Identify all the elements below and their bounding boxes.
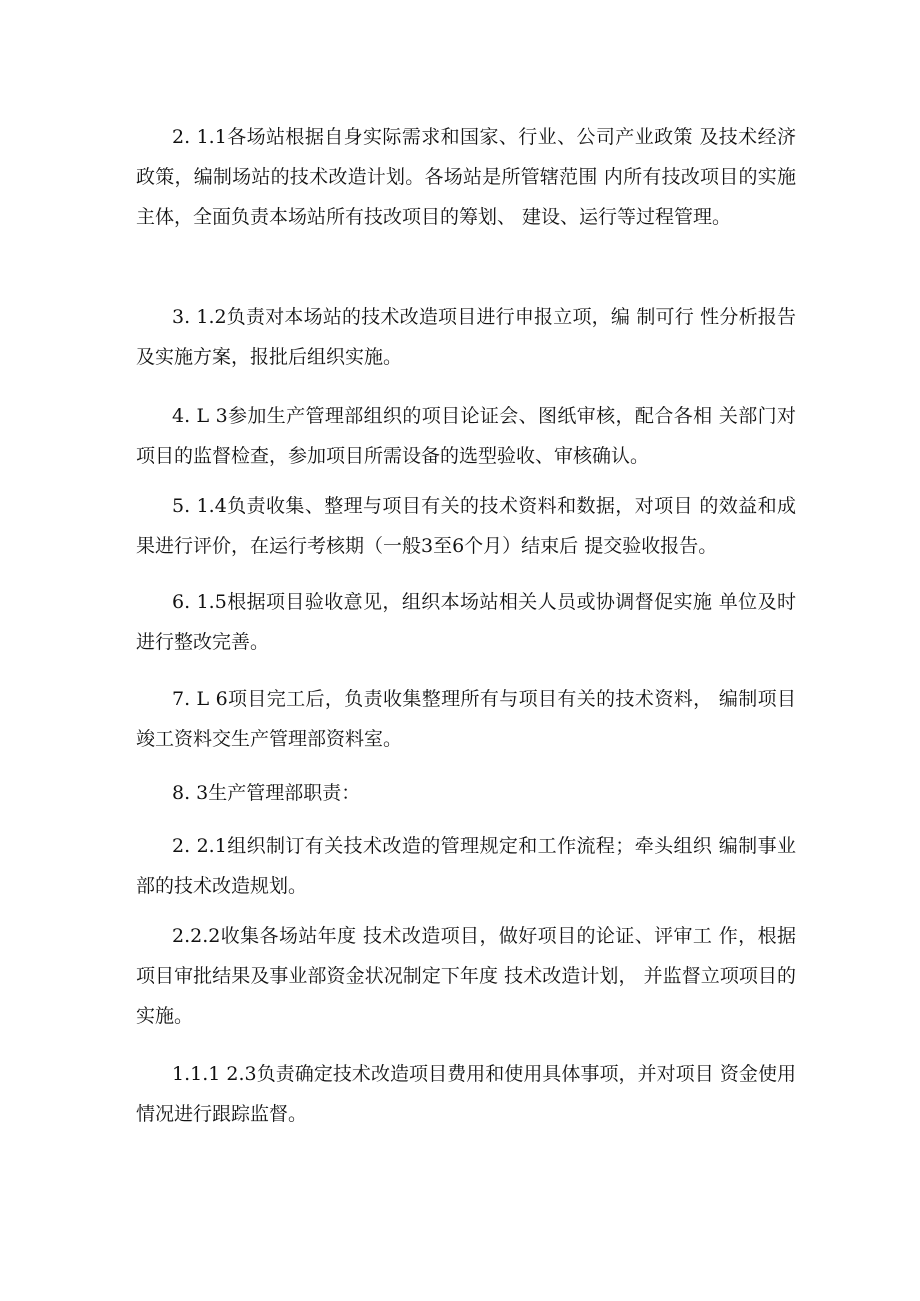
paragraph-8-heading: 8. 3生产管理部职责： — [172, 782, 361, 804]
paragraph-2-2-2: 2.2.2收集各场站年度 技术改造项目，做好项目的论证、评审工 作，根据项目审批结果及事业部资金状况制定下年度 技术改造计划， 并监督立项项目的实施。 — [136, 925, 796, 1027]
paragraph-2-1-1: 2. 1.1各场站根据自身实际需求和国家、行业、公司产业政策 及技术经济政策，编制场站的技术改造计划。各场站是所管辖范围 内所有技改项目的实施主体，全面负责本场站所有技改项目的筹划、 建设、运行等过程管理。 — [136, 126, 796, 228]
paragraph-2-2-1: 2. 2.1组织制订有关技术改造的管理规定和工作流程；牵头组织 编制事业部的技术改造规划。 — [136, 835, 796, 897]
paragraph-1-1-1: 1.1.1 2.3负责确定技术改造项目费用和使用具体事项，并对项目 资金使用情况进行跟踪监督。 — [136, 1063, 796, 1125]
paragraph-3-1-2: 3. 1.2负责对本场站的技术改造项目进行申报立项，编 制可行 性分析报告及实施方案，报批后组织实施。 — [136, 306, 796, 368]
paragraph-4-l-3: 4. L 3参加生产管理部组织的项目论证会、图纸审核，配合各相 关部门对项目的监督检查，参加项目所需设备的选型验收、审核确认。 — [136, 405, 796, 467]
paragraph-7-l-6: 7. L 6项目完工后，负责收集整理所有与项目有关的技术资料， 编制项目竣工资料交生产管理部资料室。 — [136, 688, 796, 750]
paragraph-5-1-4: 5. 1.4负责收集、整理与项目有关的技术资料和数据，对项目 的效益和成果进行评价，在运行考核期（一般3至6个月）结束后 提交验收报告。 — [136, 495, 796, 557]
paragraph-6-1-5: 6. 1.5根据项目验收意见，组织本场站相关人员或协调督促实施 单位及时进行整改完善。 — [136, 591, 796, 653]
